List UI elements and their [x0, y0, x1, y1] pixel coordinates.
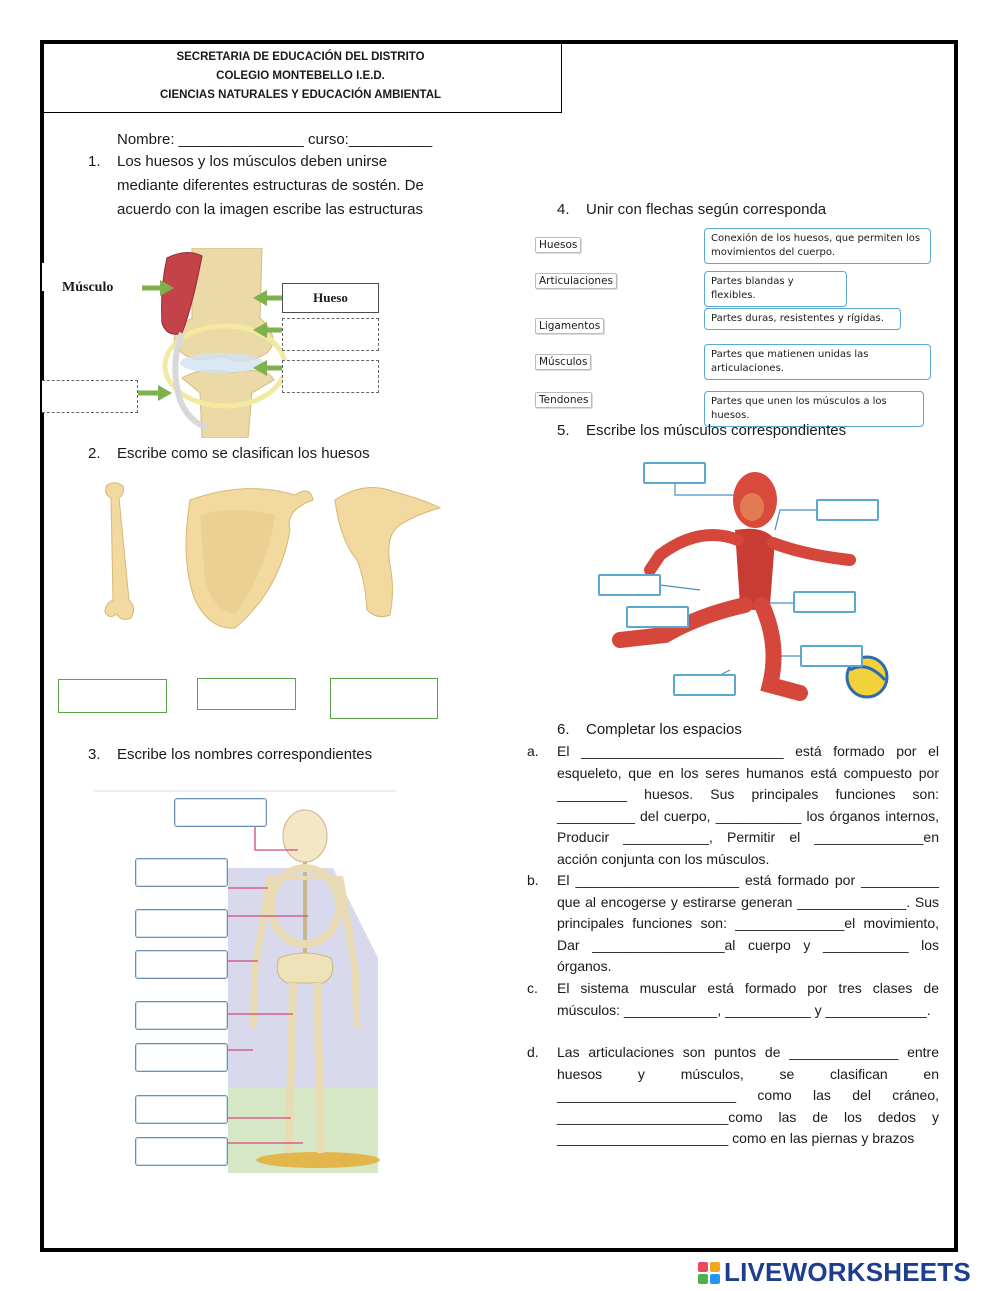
bone-class-box-1[interactable] — [58, 679, 167, 713]
skeleton-box-2[interactable] — [135, 858, 228, 887]
q6-number: 6. — [557, 721, 570, 738]
logo-tile-v — [698, 1274, 708, 1284]
q6d-paragraph[interactable]: Las articulaciones son puntos de ______________ entre huesos y músculos, se clasifican en _______________________ como las del cráneo, ______________________como las de los dedos y ______________________ como en las piernas y brazos — [557, 1044, 939, 1146]
match-left-ligamentos[interactable]: Ligamentos — [535, 318, 604, 334]
q4-number: 4. — [557, 201, 570, 218]
muscle-box-1[interactable] — [643, 462, 706, 484]
q6d-letter: d. — [527, 1044, 539, 1060]
skeleton-box-4[interactable] — [135, 950, 228, 979]
muscle-box-3[interactable] — [598, 574, 661, 596]
header-line-3: CIENCIAS NATURALES Y EDUCACIÓN AMBIENTAL — [159, 88, 442, 101]
label-musculo: Músculo — [62, 280, 114, 295]
match-right-1[interactable]: Conexión de los huesos, que permiten los movimientos del cuerpo. — [704, 228, 931, 264]
skeleton-box-3[interactable] — [135, 909, 228, 938]
q3-number: 3. — [88, 746, 101, 763]
q6c-letter: c. — [527, 980, 538, 996]
header-line-2: COLEGIO MONTEBELLO I.E.D. — [216, 69, 385, 82]
worksheet-header — [40, 40, 562, 113]
liveworksheets-logo-icon — [698, 1262, 720, 1284]
q1-line-3: acuerdo con la imagen escribe las estructuras — [117, 201, 423, 218]
q6b-letter: b. — [527, 872, 539, 888]
q2-number: 2. — [88, 445, 101, 462]
label-hueso: Hueso — [282, 283, 379, 313]
skeleton-box-7[interactable] — [135, 1095, 228, 1124]
muscle-box-6[interactable] — [800, 645, 863, 667]
bone-class-box-2[interactable] — [197, 678, 296, 710]
match-left-musculos[interactable]: Músculos — [535, 354, 591, 370]
q1-line-1: Los huesos y los músculos deben unirse — [117, 153, 388, 170]
match-right-4[interactable]: Partes que matienen unidas las articulaciones. — [704, 344, 931, 380]
q2-text: Escribe como se clasifican los huesos — [117, 445, 370, 462]
match-right-3[interactable]: Partes duras, resistentes y rígidas. — [704, 308, 901, 330]
skeleton-box-1[interactable] — [174, 798, 267, 827]
q3-text: Escribe los nombres correspondientes — [117, 746, 373, 763]
q6b-paragraph[interactable]: El _____________________ está formado por __________ que al encogerse y estirarse generan ______________. Sus principales funciones son: ______________el movimiento, Dar _________________al cuerpo y ___________ los órganos. — [557, 872, 939, 974]
q6-text: Completar los espacios — [586, 721, 742, 738]
match-right-2[interactable]: Partes blandas y flexibles. — [704, 271, 847, 307]
q6a-paragraph[interactable]: El __________________________ está formado por el esqueleto, que en los seres humanos está compuesto por _________ huesos. Sus principales funciones son: __________ del cuerpo, ___________ los órganos internos, Producir ___________, Permitir el ______________en acción conjunta con los músculos. — [557, 743, 939, 867]
q6c-paragraph[interactable]: El sistema muscular está formado por tres clases de músculos: ____________, ___________ y _____________. — [557, 980, 939, 1018]
q4-text: Unir con flechas según corresponda — [586, 201, 827, 218]
q5-text: Escribe los músculos correspondientes — [586, 422, 847, 439]
match-right-5[interactable]: Partes que unen los músculos a los huesos. — [704, 391, 924, 427]
nombre-curso-line: Nombre: _______________ curso:__________ — [117, 131, 433, 148]
skeleton-box-5[interactable] — [135, 1001, 228, 1030]
knee-answer-box-3[interactable] — [42, 380, 138, 413]
header-line-1: SECRETARIA DE EDUCACIÓN DEL DISTRITO — [176, 50, 425, 63]
match-left-articulaciones[interactable]: Articulaciones — [535, 273, 617, 289]
skeleton-box-8[interactable] — [135, 1137, 228, 1166]
muscle-box-2[interactable] — [816, 499, 879, 521]
knee-answer-box-2[interactable] — [282, 360, 379, 393]
logo-tile-e — [710, 1274, 720, 1284]
bones-illustration — [95, 480, 450, 630]
liveworksheets-wordmark: LIVEWORKSHEETS — [724, 1257, 971, 1287]
match-left-tendones[interactable]: Tendones — [535, 392, 592, 408]
match-left-huesos[interactable]: Huesos — [535, 237, 581, 253]
muscle-box-5[interactable] — [626, 606, 689, 628]
muscle-box-4[interactable] — [793, 591, 856, 613]
knee-answer-box-1[interactable] — [282, 318, 379, 351]
q1-line-2: mediante diferentes estructuras de sostén. De — [117, 177, 424, 194]
q5-number: 5. — [557, 422, 570, 439]
q6a-letter: a. — [527, 743, 539, 759]
logo-tile-i — [710, 1262, 720, 1272]
liveworksheets-logo — [698, 1257, 971, 1288]
q1-number: 1. — [88, 153, 101, 170]
skeleton-box-6[interactable] — [135, 1043, 228, 1072]
muscle-box-7[interactable] — [673, 674, 736, 696]
bone-class-box-3[interactable] — [330, 678, 438, 719]
logo-tile-l — [698, 1262, 708, 1272]
